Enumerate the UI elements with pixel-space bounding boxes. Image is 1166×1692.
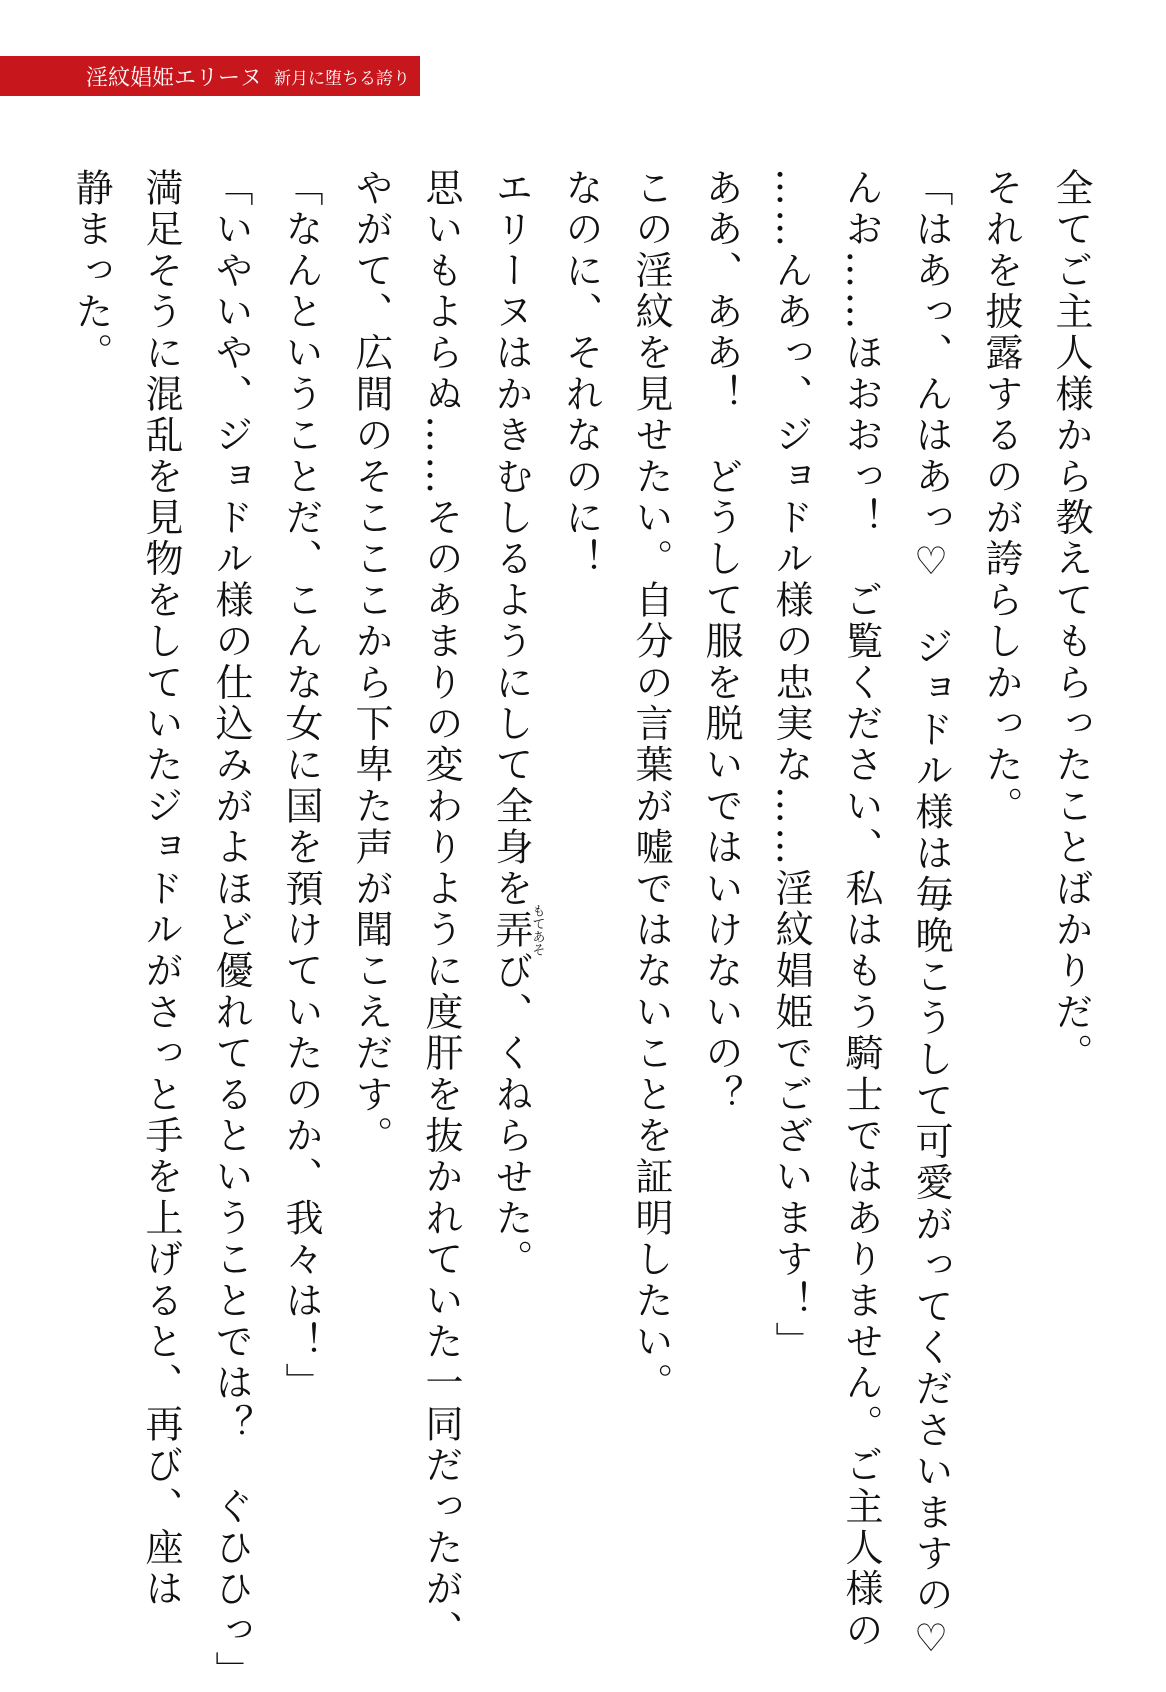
ruby-base: 弄 (489, 904, 533, 957)
text-line-10: 思いもよらぬ……そのあまりの変わりように度肝を抜かれていた一同だったが、 (419, 168, 463, 1652)
text-line-9-after: び、くねらせた。 (489, 950, 533, 1281)
chapter-subtitle: 新月に堕ちる誇り (274, 68, 411, 89)
text-line-11: やがて、広間のそこここから下卑た声が聞こえだす。 (349, 168, 393, 1157)
text-line-15: 静まった。 (69, 168, 113, 374)
furigana-word (489, 904, 545, 957)
header-band (0, 56, 420, 96)
text-line-8: なのに、それなのに！ (559, 168, 603, 580)
text-line-9-before: エリーヌはかきむしるようにして全身を (489, 168, 533, 910)
book-title: 淫紋娼姫エリーヌ (86, 65, 263, 91)
vertical-text-body (56, 168, 1106, 1692)
text-line-13: 「いやいや、ジョドル様の仕込みがよほど優れてるということでは？ ぐひひっ」 (209, 168, 253, 1692)
ruby-reading: もてあそ (529, 904, 545, 957)
text-line-7: この淫紋を見せたい。自分の言葉が嘘ではないことを証明したい。 (629, 168, 673, 1404)
text-line-2: それを披露するのが誇らしかった。 (979, 168, 1023, 828)
text-line-14: 満足そうに混乱を見物をしていたジョドルがさっと手を上げると、再び、座は (139, 168, 183, 1610)
text-line-12: 「なんということだ、こんな女に国を預けていたのか、我々は！」 (279, 168, 323, 1404)
text-line-1: 全てご主人様から教えてもらったことばかりだ。 (1049, 168, 1093, 1075)
text-line-5: ……んあっ、ジョドル様の忠実な……淫紋娼姫でございます！」 (769, 168, 813, 1363)
text-line-6: ああ、ああ！ どうして服を脱いではいけないの？ (699, 168, 743, 1116)
text-line-9 (476, 168, 546, 1608)
text-line-4: んお……ほおおっ！ ご覧ください、私はもう騎士ではありません。ご主人様の (839, 168, 883, 1652)
text-line-3: 「はあっ、んはあっ♡ ジョドル様は毎晩こうして可愛がってくださいますの♡ (909, 168, 953, 1664)
